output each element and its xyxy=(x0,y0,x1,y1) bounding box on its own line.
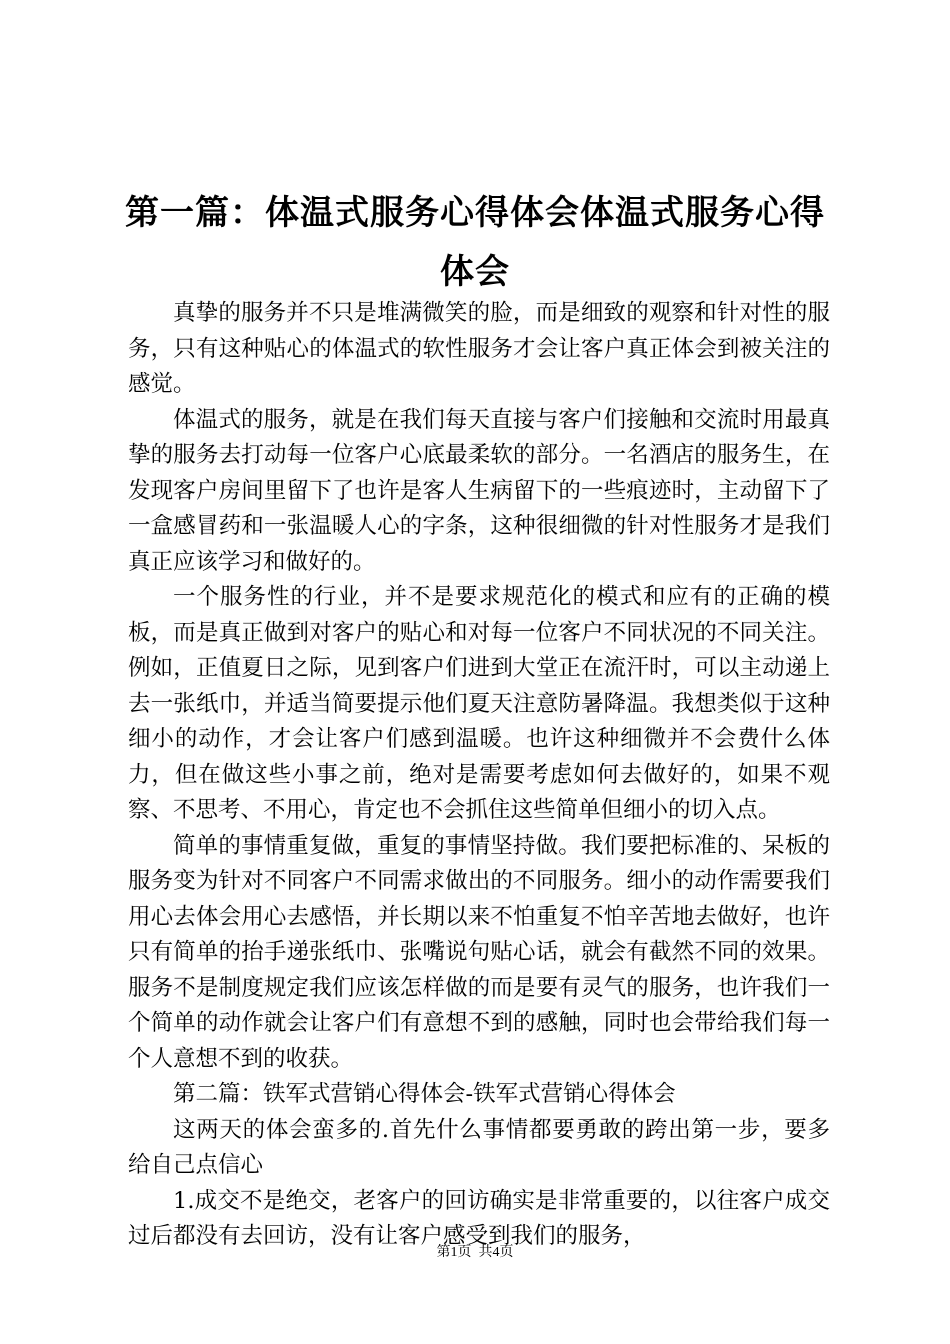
paragraph: 体温式的服务，就是在我们每天直接与客户们接触和交流时用最真挚的服务去打动每一位客户心底最柔软的部分。一名酒店的服务生，在发现客户房间里留下了也许是客人生病留下的一些痕迹时，主动留下了一盒感冒药和一张温暖人心的字条，这种很细微的针对性服务才是我们真正应该学习和做好的。 xyxy=(128,406,830,575)
paragraph: 1.成交不是绝交，老客户的回访确实是非常重要的，以往客户成交过后都没有去回访，没有让客户感受到我们的服务， xyxy=(128,1187,830,1249)
document-title: 第一篇：体温式服务心得体会体温式服务心得体会 xyxy=(125,193,825,292)
paragraph: 简单的事情重复做，重复的事情坚持做。我们要把标准的、呆板的服务变为针对不同客户不同需求做出的不同服务。细小的动作需要我们用心去体会用心去感悟，并长期以来不怕重复不怕辛苦地去做好，也许只有简单的抬手递张纸巾、张嘴说句贴心话，就会有截然不同的效果。服务不是制度规定我们应该怎样做的而是要有灵气的服务，也许我们一个简单的动作就会让客户们有意想不到的感触，同时也会带给我们每一个人意想不到的收获。 xyxy=(128,832,830,1072)
section-heading: 第二篇：铁军式营销心得体会-铁军式营销心得体会 xyxy=(173,1081,676,1107)
total-label-prefix: 共 xyxy=(478,1245,493,1260)
page-number: 1 xyxy=(450,1245,458,1260)
paragraph: 这两天的体会蛮多的.首先什么事情都要勇敢的跨出第一步，要多给自己点信心 xyxy=(128,1116,830,1178)
page-footer xyxy=(0,1244,950,1262)
total-label-suffix: 页 xyxy=(499,1245,514,1260)
page-label-prefix: 第 xyxy=(436,1245,451,1260)
document-body xyxy=(128,296,830,1255)
total-pages: 4 xyxy=(492,1245,500,1260)
paragraph: 一个服务性的行业，并不是要求规范化的模式和应有的正确的模板，而是真正做到对客户的贴心和对每一位客户不同状况的不同关注。例如，正值夏日之际，见到客户们进到大堂正在流汗时，可以主动递上去一张纸巾，并适当简要提示他们夏天注意防暑降温。我想类似于这种细小的动作，才会让客户们感到温暖。也许这种细微并不会费什么体力，但在做这些小事之前，绝对是需要考虑如何去做好的，如果不观察、不思考、不用心，肯定也不会抓住这些简单但细小的切入点。 xyxy=(128,584,830,823)
paragraph: 真挚的服务并不只是堆满微笑的脸，而是细致的观察和针对性的服务，只有这种贴心的体温式的软性服务才会让客户真正体会到被关注的感觉。 xyxy=(128,300,830,397)
page-label-suffix: 页 xyxy=(457,1245,472,1260)
